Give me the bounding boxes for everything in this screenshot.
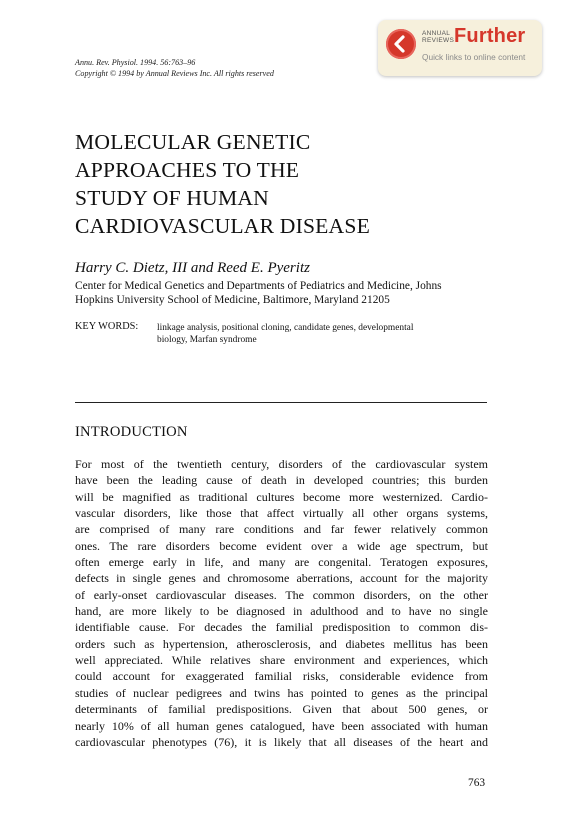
title-line: APPROACHES TO THE [75, 158, 300, 182]
body-line: well appreciated. While relatives share environment and experiences, which [75, 653, 488, 668]
body-line: vascular disorders, like those that affect virtually all other organs systems, [75, 506, 488, 521]
section-divider [75, 402, 487, 403]
keywords-label: KEY WORDS: [75, 321, 139, 332]
keywords-line: linkage analysis, positional cloning, candidate genes, developmental [157, 323, 414, 333]
body-paragraph [75, 456, 488, 750]
body-line: identifiable cause. For decades the familial predisposition to common dis- [75, 620, 488, 635]
annual-reviews-further-badge[interactable] [378, 20, 542, 76]
body-line: of early-onset cardiovascular diseases. The common disorders, on the other [75, 587, 488, 602]
title-line: STUDY OF HUMAN [75, 186, 269, 210]
chevron-left-icon [386, 29, 416, 59]
badge-further-text: Further [454, 25, 526, 47]
body-line: defects in single genes and chromosome aberrations, account for the majority [75, 571, 488, 586]
authors: Harry C. Dietz, III and Reed E. Pyeritz [75, 260, 310, 276]
body-line: For most of the twentieth century, disorders of the cardiovascular system [75, 457, 488, 471]
keywords-list [157, 322, 487, 346]
body-line: will be magnified as traditional cultures become more westernized. Cardio- [75, 489, 488, 504]
body-line: cardiovascular phenotypes (76), it is likely that all diseases of the heart and [75, 734, 488, 749]
body-line: orders such as hypertension, atherosclerosis, and diabetes mellitus has been [75, 636, 488, 651]
affiliation-line: Center for Medical Genetics and Departments of Pediatrics and Medicine, Johns [75, 280, 442, 292]
badge-publisher [422, 30, 454, 44]
badge-reviews-text: REVIEWS [422, 37, 455, 44]
body-line: determinants of familial predispositions. Given that about 500 genes, or [75, 702, 488, 717]
body-line: have been the leading cause of death in developed countries; this burden [75, 473, 488, 488]
title-line: MOLECULAR GENETIC [75, 130, 311, 154]
affiliation-line: Hopkins University School of Medicine, Baltimore, Maryland 21205 [75, 294, 390, 306]
affiliation [75, 279, 495, 307]
body-line: ones. The rare disorders become evident over a wide age spectrum, but [75, 538, 488, 553]
citation-copyright: Copyright © 1994 by Annual Reviews Inc. All rights reserved [75, 69, 274, 78]
body-line: hand, are more likely to be diagnosed in adulthood and to have no single [75, 604, 488, 619]
body-line: often emerge early in life, and many are congenital. Teratogen exposures, [75, 555, 488, 570]
body-line: could account for exaggerated familial risks, considerable evidence from [75, 669, 488, 684]
section-heading: INTRODUCTION [75, 424, 188, 440]
keywords-line: biology, Marfan syndrome [157, 335, 257, 345]
badge-annual-text: ANNUAL [422, 30, 451, 37]
body-line: are comprised of many rare conditions and far fewer relatively common [75, 522, 488, 537]
body-line: studies of nuclear pedigrees and twins has pointed to genes as the principal [75, 685, 488, 700]
page-number: 763 [468, 777, 486, 789]
badge-subtitle[interactable]: Quick links to online content [422, 52, 526, 62]
citation-journal: Annu. Rev. Physiol. 1994. 56:763–96 [75, 58, 196, 67]
title-line: CARDIOVASCULAR DISEASE [75, 214, 370, 238]
article-title [75, 128, 370, 240]
body-line: nearly 10% of all human genes catalogued, have been associated with human [75, 718, 488, 733]
citation [75, 57, 274, 79]
